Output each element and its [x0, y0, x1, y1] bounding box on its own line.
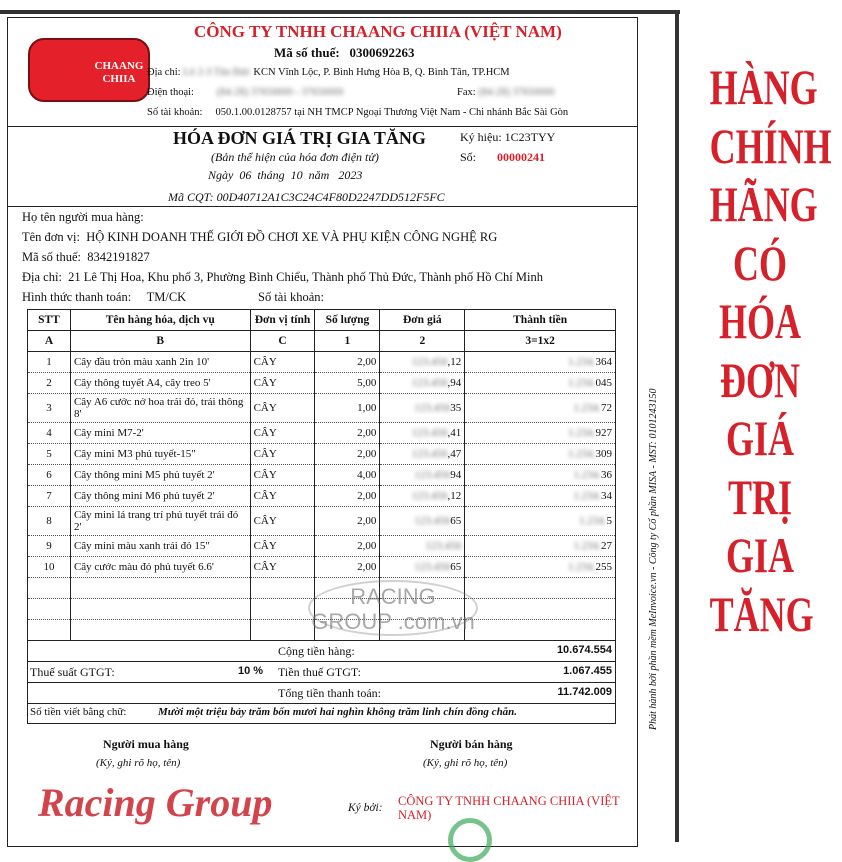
- slogan-word: TRỊ: [727, 468, 793, 525]
- cell-stt: 5: [28, 444, 71, 465]
- cell-qty: 5,00: [315, 373, 380, 394]
- company-tax: Mã số thuế: 0300692263: [274, 45, 415, 60]
- cell-stt: 9: [28, 536, 71, 557]
- words-row: Số tiền viết bằng chữ: Mười một triệu bảy trăm bốn mươi hai nghìn không trăm linh chín đồng chẵn.: [30, 706, 518, 718]
- cell-amount: 1.234.309: [465, 444, 616, 465]
- buyer-address: Địa chỉ: 21 Lê Thị Hoa, Khu phố 3, Phường Bình Chiểu, Thành phố Thủ Đức, Thành phố Hồ Chí Minh: [22, 270, 543, 284]
- cell-name: Cây mini màu xanh trái đỏ 15": [70, 536, 250, 557]
- divider: [8, 206, 637, 207]
- cell-unit: CÂY: [250, 444, 315, 465]
- cell-unit: CÂY: [250, 507, 315, 536]
- cell-qty: 4,00: [315, 465, 380, 486]
- slogan-word: ĐƠN: [719, 351, 800, 408]
- buyer-unit: Tên đơn vị: HỘ KINH DOANH THẾ GIỚI ĐỒ CHƠI XE VÀ PHỤ KIỆN CÔNG NGHỆ RG: [22, 230, 498, 244]
- cell-price: 123.45635: [380, 394, 465, 423]
- cell-stt: 4: [28, 423, 71, 444]
- column-subheader: A: [28, 331, 71, 352]
- invoice-number: Số: 00000241: [460, 150, 546, 164]
- column-subheader: 2: [380, 331, 465, 352]
- signature-check-icon: [448, 818, 492, 862]
- cell-amount: 1.234.5: [465, 507, 616, 536]
- column-header: Thành tiền: [465, 310, 616, 331]
- cell-unit: CÂY: [250, 423, 315, 444]
- cell-qty: 2,00: [315, 557, 380, 578]
- invoice-title: HÓA ĐƠN GIÁ TRỊ GIA TĂNG: [173, 128, 426, 148]
- table-row: [28, 486, 616, 507]
- slogan-word: TĂNG: [709, 585, 814, 642]
- signed-by-label: Ký bởi:: [348, 802, 383, 814]
- frame-right: [675, 10, 679, 842]
- company-name: CÔNG TY TNHH CHAANG CHIIA (VIỆT NAM): [194, 22, 562, 41]
- cell-name: Cây A6 cước nở hoa trái đỏ, trái thông 8': [70, 394, 250, 423]
- table-row: [28, 423, 616, 444]
- cell-price: 123.45694: [380, 465, 465, 486]
- table-row: [28, 536, 616, 557]
- column-subheader: 1: [315, 331, 380, 352]
- cell-stt: 3: [28, 394, 71, 423]
- buyer-tax: Mã số thuế: 8342191827: [22, 250, 150, 264]
- seller-signature-title: Người bán hàng: [430, 737, 513, 751]
- company-address: Địa chỉ: Lô 2-3 Tân Đức KCN Vĩnh Lộc, P. Bình Hưng Hòa B, Q. Bình Tân, TP.HCM: [147, 67, 510, 78]
- items-table: [27, 309, 616, 641]
- cell-stt: 10: [28, 557, 71, 578]
- subtotal-row: Cộng tiền hàng: 10.674.554: [28, 641, 615, 662]
- slogan-word: GIÁ: [725, 410, 795, 466]
- cell-name: Cây mini M3 phủ tuyết-15": [70, 444, 250, 465]
- cell-price: 123.456,47: [380, 444, 465, 465]
- company-phone: Điện thoại: (84-28) 37650000 - 37650000: [147, 87, 344, 98]
- table-row: [28, 373, 616, 394]
- cell-qty: 2,00: [315, 486, 380, 507]
- cell-qty: 2,00: [315, 423, 380, 444]
- racing-group-watermark: Racing Group: [38, 780, 273, 825]
- total-row: Tổng tiền thanh toán: 11.742.009: [28, 683, 615, 704]
- cell-unit: CÂY: [250, 373, 315, 394]
- divider: [8, 126, 637, 127]
- signed-by-company: CÔNG TY TNHH CHAANG CHIIA (VIỆT NAM): [398, 794, 620, 822]
- cell-price: 123.456,12: [380, 486, 465, 507]
- cell-name: Cây thông mini M5 phủ tuyết 2': [70, 465, 250, 486]
- table-row: [28, 507, 616, 536]
- cell-name: Cây thông mini M6 phủ tuyết 2': [70, 486, 250, 507]
- invoice-document: [7, 17, 638, 847]
- column-subheader: B: [70, 331, 250, 352]
- cell-name: Cây mini M7-2': [70, 423, 250, 444]
- cell-name: Cây mini lá trang trí phủ tuyết trái đỏ 2': [70, 507, 250, 536]
- cell-unit: CÂY: [250, 486, 315, 507]
- cell-amount: 1.234.927: [465, 423, 616, 444]
- cell-qty: 2,00: [315, 536, 380, 557]
- column-header: Đơn vị tính: [250, 310, 315, 331]
- vat-row: Thuế suất GTGT: 10 % Tiền thuế GTGT: 1.067.455: [28, 662, 615, 683]
- column-header: Số lượng: [315, 310, 380, 331]
- table-row: [28, 465, 616, 486]
- company-fax: Fax: (84-28) 37650000: [457, 87, 555, 98]
- cell-amount: 1.234.045: [465, 373, 616, 394]
- cell-price: 123.45665: [380, 507, 465, 536]
- slogan-word: CÓ: [733, 234, 787, 291]
- cell-price: 123.456,41: [380, 423, 465, 444]
- table-row: [28, 557, 616, 578]
- slogan-word: CHÍNH: [709, 117, 832, 174]
- cell-unit: CÂY: [250, 465, 315, 486]
- cell-name: Cây đầu tròn màu xanh 2in 10': [70, 352, 250, 373]
- cell-stt: 2: [28, 373, 71, 394]
- cell-name: Cây thông tuyết A4, cây treo 5': [70, 373, 250, 394]
- cell-qty: 2,00: [315, 444, 380, 465]
- totals-box: [27, 640, 616, 724]
- column-header: STT: [28, 310, 71, 331]
- cell-price: 123.456,12: [380, 352, 465, 373]
- seller-signature-hint: (Ký, ghi rõ họ, tên): [423, 757, 508, 769]
- table-row: [28, 444, 616, 465]
- cell-qty: 1,00: [315, 394, 380, 423]
- invoice-cqt: Mã CQT: 00D40712A1C3C24C4F80D2247DD512F5FC: [168, 190, 445, 204]
- cell-amount: 1.234.364: [465, 352, 616, 373]
- cell-amount: 1.234.34: [465, 486, 616, 507]
- cell-price: 123.456: [380, 536, 465, 557]
- company-logo: CHAANG CHIIA: [28, 38, 150, 102]
- slogan-word: HÓA: [718, 293, 802, 349]
- cell-stt: 8: [28, 507, 71, 536]
- table-row: [28, 394, 616, 423]
- invoice-subtitle: (Bản thể hiện của hóa đơn điện tử): [211, 150, 379, 164]
- buyer-signature-title: Người mua hàng: [103, 737, 189, 751]
- cell-qty: 2,00: [315, 352, 380, 373]
- cell-unit: CÂY: [250, 352, 315, 373]
- buyer-name: Họ tên người mua hàng:: [22, 210, 144, 224]
- cell-amount: 1.234.36: [465, 465, 616, 486]
- cell-price: 123.456,94: [380, 373, 465, 394]
- cell-unit: CÂY: [250, 394, 315, 423]
- cell-name: Cây cước màu đỏ phủ tuyết 6.6': [70, 557, 250, 578]
- slogan: [709, 58, 832, 643]
- invoice-date: Ngày 06 tháng 10 năm 2023: [208, 168, 363, 182]
- racing-group-stamp: RACING GROUP .com.vn: [308, 580, 478, 636]
- cell-unit: CÂY: [250, 536, 315, 557]
- company-account: Số tài khoản: 050.1.00.0128757 tại NH TMCP Ngoại Thương Việt Nam - Chi nhánh Bắc Sài Gòn: [147, 107, 569, 118]
- table-row: [28, 352, 616, 373]
- cell-stt: 7: [28, 486, 71, 507]
- slogan-word: GIA: [725, 527, 795, 583]
- cell-price: 123.45665: [380, 557, 465, 578]
- buyer-account: Số tài khoản:: [258, 290, 324, 304]
- cell-amount: 1.234.255: [465, 557, 616, 578]
- cell-unit: CÂY: [250, 557, 315, 578]
- cell-stt: 6: [28, 465, 71, 486]
- cell-amount: 1.234.27: [465, 536, 616, 557]
- payment-method: Hình thức thanh toán: TM/CK: [22, 290, 187, 304]
- cell-stt: 1: [28, 352, 71, 373]
- software-note: Phát hành bởi phần mềm MeInvoice.vn - Công ty Cổ phần MISA - MST: 0101243150: [648, 388, 659, 730]
- cell-qty: 2,00: [315, 507, 380, 536]
- slogan-word: HÀNG: [709, 59, 818, 115]
- column-subheader: C: [250, 331, 315, 352]
- buyer-signature-hint: (Ký, ghi rõ họ, tên): [96, 757, 181, 769]
- slogan-word: HÃNG: [709, 176, 818, 232]
- column-header: Đơn giá: [380, 310, 465, 331]
- column-subheader: 3=1x2: [465, 331, 616, 352]
- column-header: Tên hàng hóa, dịch vụ: [70, 310, 250, 331]
- frame-top: [0, 10, 680, 14]
- invoice-symbol: Ký hiệu: 1C23TYY: [460, 130, 556, 144]
- cell-amount: 1.234.72: [465, 394, 616, 423]
